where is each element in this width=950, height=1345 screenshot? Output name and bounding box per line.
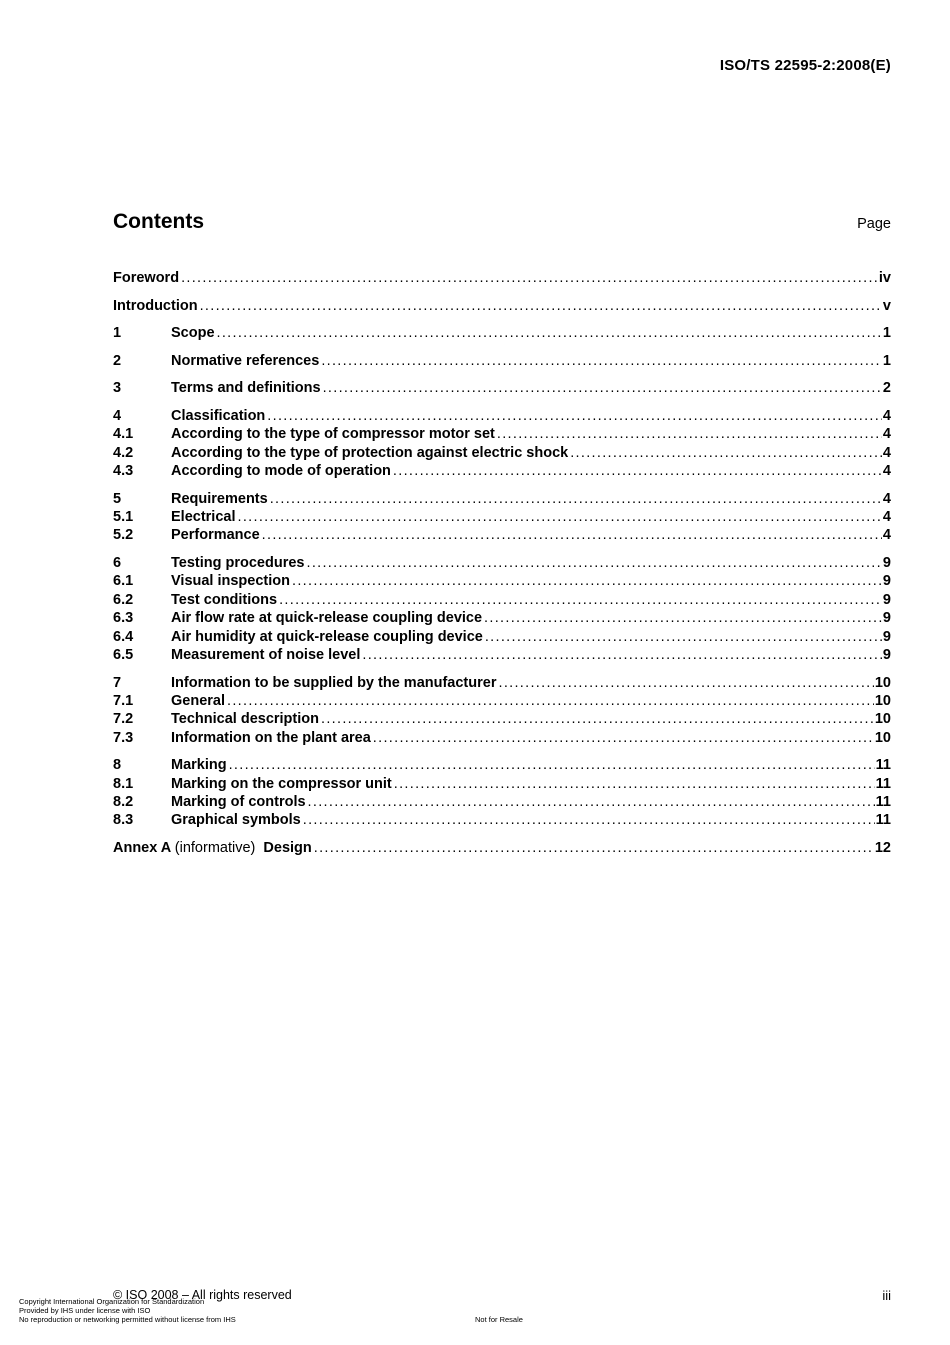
toc-entry[interactable] [113, 757, 891, 775]
toc-entry[interactable] [113, 647, 891, 665]
toc-entry-title: Marking [171, 757, 227, 774]
toc-entry-page: 1 [882, 352, 891, 369]
toc-entry-page: 10 [874, 674, 891, 691]
toc-entry-page: 9 [882, 646, 891, 663]
toc-entry[interactable] [113, 270, 891, 288]
license-notice-line: Copyright International Organization for Standardization [19, 1297, 205, 1306]
toc-entry-page: 11 [875, 757, 891, 774]
toc-entry-number: 6.2 [113, 591, 134, 608]
toc-entry-title: Foreword [113, 270, 180, 286]
toc-entry-page: 12 [874, 840, 891, 857]
dot-leader [217, 325, 882, 341]
toc-entry-title: Terms and definitions [171, 380, 321, 397]
toc-entry-title: Test conditions [171, 591, 278, 608]
document-id: ISO/TS 22595-2:2008(E) [719, 57, 891, 74]
toc-entry-page: 9 [882, 573, 891, 590]
dot-leader [303, 812, 875, 828]
toc-entry-number: 4 [113, 407, 122, 424]
toc-entry[interactable] [113, 353, 891, 371]
toc-entry-page: 11 [875, 812, 891, 829]
toc-entry-title: Visual inspection [171, 573, 290, 590]
contents-title: Contents [113, 210, 204, 233]
toc-annex-entry[interactable] [113, 840, 891, 858]
toc-entry-title: According to mode of operation [171, 463, 391, 480]
toc-entry-title: Scope [171, 325, 215, 342]
toc-entry-title [113, 840, 312, 856]
toc-entry-number: 8.2 [113, 794, 134, 811]
toc-entry-number: 6.1 [113, 573, 134, 590]
toc-entry-title: Information to be supplied by the manufacturer [171, 674, 497, 691]
toc-entry-number: 1 [113, 325, 122, 342]
toc-entry-title: Graphical symbols [171, 812, 301, 829]
toc-entry-page: 9 [882, 628, 891, 645]
toc-entry[interactable] [113, 711, 891, 729]
toc-entry-title: Performance [171, 527, 260, 544]
dot-leader [497, 426, 882, 442]
toc-entry-number: 4.3 [113, 463, 134, 480]
toc-entry-title: Electrical [171, 509, 236, 526]
toc-entry[interactable] [113, 730, 891, 748]
dot-leader [262, 527, 882, 543]
dot-leader [181, 270, 878, 286]
toc-entry-title: Marking on the compressor unit [171, 775, 392, 792]
toc-entry[interactable] [113, 408, 891, 426]
toc-entry-number: 7.1 [113, 692, 134, 709]
toc-entry[interactable] [113, 629, 891, 647]
toc-entry-page: 2 [882, 380, 891, 397]
license-notice-line: Provided by IHS under license with ISO [19, 1306, 151, 1315]
dot-leader [570, 445, 882, 461]
dot-leader [393, 463, 882, 479]
toc-entry[interactable] [113, 794, 891, 812]
toc-entry-number: 8.1 [113, 775, 134, 792]
toc-entry[interactable] [113, 509, 891, 527]
toc-group [113, 380, 891, 398]
dot-leader [200, 298, 882, 314]
toc-entry-number: 2 [113, 352, 122, 369]
toc-entry-page: 10 [874, 692, 891, 709]
toc-entry-page: 10 [874, 711, 891, 728]
toc-entry[interactable] [113, 298, 891, 316]
toc-entry-page: iv [878, 270, 891, 286]
toc-group [113, 408, 891, 482]
footer-page-number: iii [882, 1288, 891, 1303]
dot-leader [308, 794, 875, 810]
toc-entry[interactable] [113, 675, 891, 693]
dot-leader [267, 408, 882, 424]
toc-group [113, 353, 891, 371]
toc-group [113, 298, 891, 316]
toc-entry-page: 11 [875, 775, 891, 792]
toc-entry-title: Requirements [171, 490, 268, 507]
dot-leader [270, 491, 882, 507]
dot-leader [292, 573, 882, 589]
toc-entry-title: Introduction [113, 297, 198, 314]
toc-group [113, 270, 891, 288]
toc-entry-page: 9 [882, 591, 891, 608]
toc-entry-number: 7.3 [113, 729, 134, 746]
dot-leader [238, 509, 882, 525]
toc-entry-number: 7.2 [113, 711, 134, 728]
toc-entry-number: 5.2 [113, 527, 134, 544]
toc-entry-number: 7 [113, 674, 122, 691]
annex-type: (informative) [174, 840, 256, 857]
toc-entry[interactable] [113, 445, 891, 463]
toc-entry-page: 4 [882, 490, 891, 507]
toc-entry-title: Classification [171, 407, 266, 424]
toc-entry-number: 6.3 [113, 610, 134, 627]
dot-leader [373, 730, 874, 746]
toc-entry-title: Normative references [171, 352, 320, 369]
footer-copyright: © ISO 2008 – All rights reserved [113, 1288, 292, 1302]
toc-entry-title: Technical description [171, 711, 319, 728]
table-of-contents [113, 270, 891, 858]
annex-label: Annex A [113, 840, 171, 857]
toc-entry-page: 9 [882, 610, 891, 627]
dot-leader [314, 840, 874, 856]
license-notice-line: No reproduction or networking permitted without license from IHS [19, 1315, 236, 1324]
toc-entry[interactable] [113, 325, 891, 343]
toc-entry-title: Measurement of noise level [171, 646, 361, 663]
annex-title: Design [263, 840, 312, 857]
dot-leader [279, 592, 882, 608]
toc-entry-number: 6.4 [113, 628, 134, 645]
toc-entry[interactable] [113, 426, 891, 444]
toc-entry-title: According to the type of compressor motor set [171, 426, 495, 443]
dot-leader [394, 776, 875, 792]
dot-leader [323, 380, 882, 396]
toc-entry-number: 5 [113, 490, 122, 507]
toc-entry-page: 4 [882, 527, 891, 544]
dot-leader [498, 675, 873, 691]
toc-entry[interactable] [113, 776, 891, 794]
toc-entry[interactable] [113, 812, 891, 830]
toc-entry-page: 4 [882, 407, 891, 424]
toc-entry-page: v [882, 297, 891, 314]
toc-entry[interactable] [113, 380, 891, 398]
toc-entry[interactable] [113, 573, 891, 591]
toc-entry-title: Marking of controls [171, 794, 306, 811]
toc-entry-page: 10 [874, 729, 891, 746]
toc-entry[interactable] [113, 610, 891, 628]
toc-entry-number: 5.1 [113, 509, 134, 526]
dot-leader [362, 647, 882, 663]
dot-leader [484, 610, 882, 626]
toc-entry-title: According to the type of protection against electric shock [171, 444, 569, 461]
toc-entry-page: 4 [882, 463, 891, 480]
dot-leader [229, 757, 875, 773]
toc-entry[interactable] [113, 693, 891, 711]
toc-entry-number: 8 [113, 757, 122, 774]
toc-group [113, 555, 891, 665]
toc-entry-number: 4.2 [113, 444, 134, 461]
toc-entry-number: 6.5 [113, 646, 134, 663]
toc-entry-page: 4 [882, 426, 891, 443]
dot-leader [321, 711, 874, 727]
toc-entry-title: Information on the plant area [171, 729, 371, 746]
toc-entry-number: 6 [113, 555, 122, 571]
toc-entry-title: Testing procedures [171, 555, 305, 571]
toc-entry[interactable] [113, 592, 891, 610]
toc-entry[interactable] [113, 463, 891, 481]
toc-entry-title: Air flow rate at quick-release coupling device [171, 610, 483, 627]
dot-leader [227, 693, 874, 709]
toc-entry-title: General [171, 692, 225, 709]
toc-entry-page: 11 [875, 794, 891, 811]
dot-leader [306, 555, 881, 571]
toc-group [113, 757, 891, 831]
toc-entry-page: 9 [882, 555, 891, 571]
toc-entry[interactable] [113, 555, 891, 573]
toc-entry-page: 4 [882, 444, 891, 461]
toc-entry-title: Air humidity at quick-release coupling device [171, 628, 483, 645]
toc-entry[interactable] [113, 491, 891, 509]
toc-entry-number: 8.3 [113, 812, 134, 829]
toc-entry-number: 3 [113, 380, 122, 397]
not-for-resale-notice: Not for Resale [475, 1315, 523, 1324]
toc-group [113, 491, 891, 546]
toc-entry-page: 4 [882, 509, 891, 526]
toc-group [113, 675, 891, 749]
toc-entry-page: 1 [882, 325, 891, 342]
toc-group [113, 325, 891, 343]
dot-leader [485, 629, 882, 645]
toc-entry-number: 4.1 [113, 426, 134, 443]
dot-leader [321, 353, 882, 369]
toc-entry[interactable] [113, 527, 891, 545]
page-column-label: Page [857, 216, 891, 232]
